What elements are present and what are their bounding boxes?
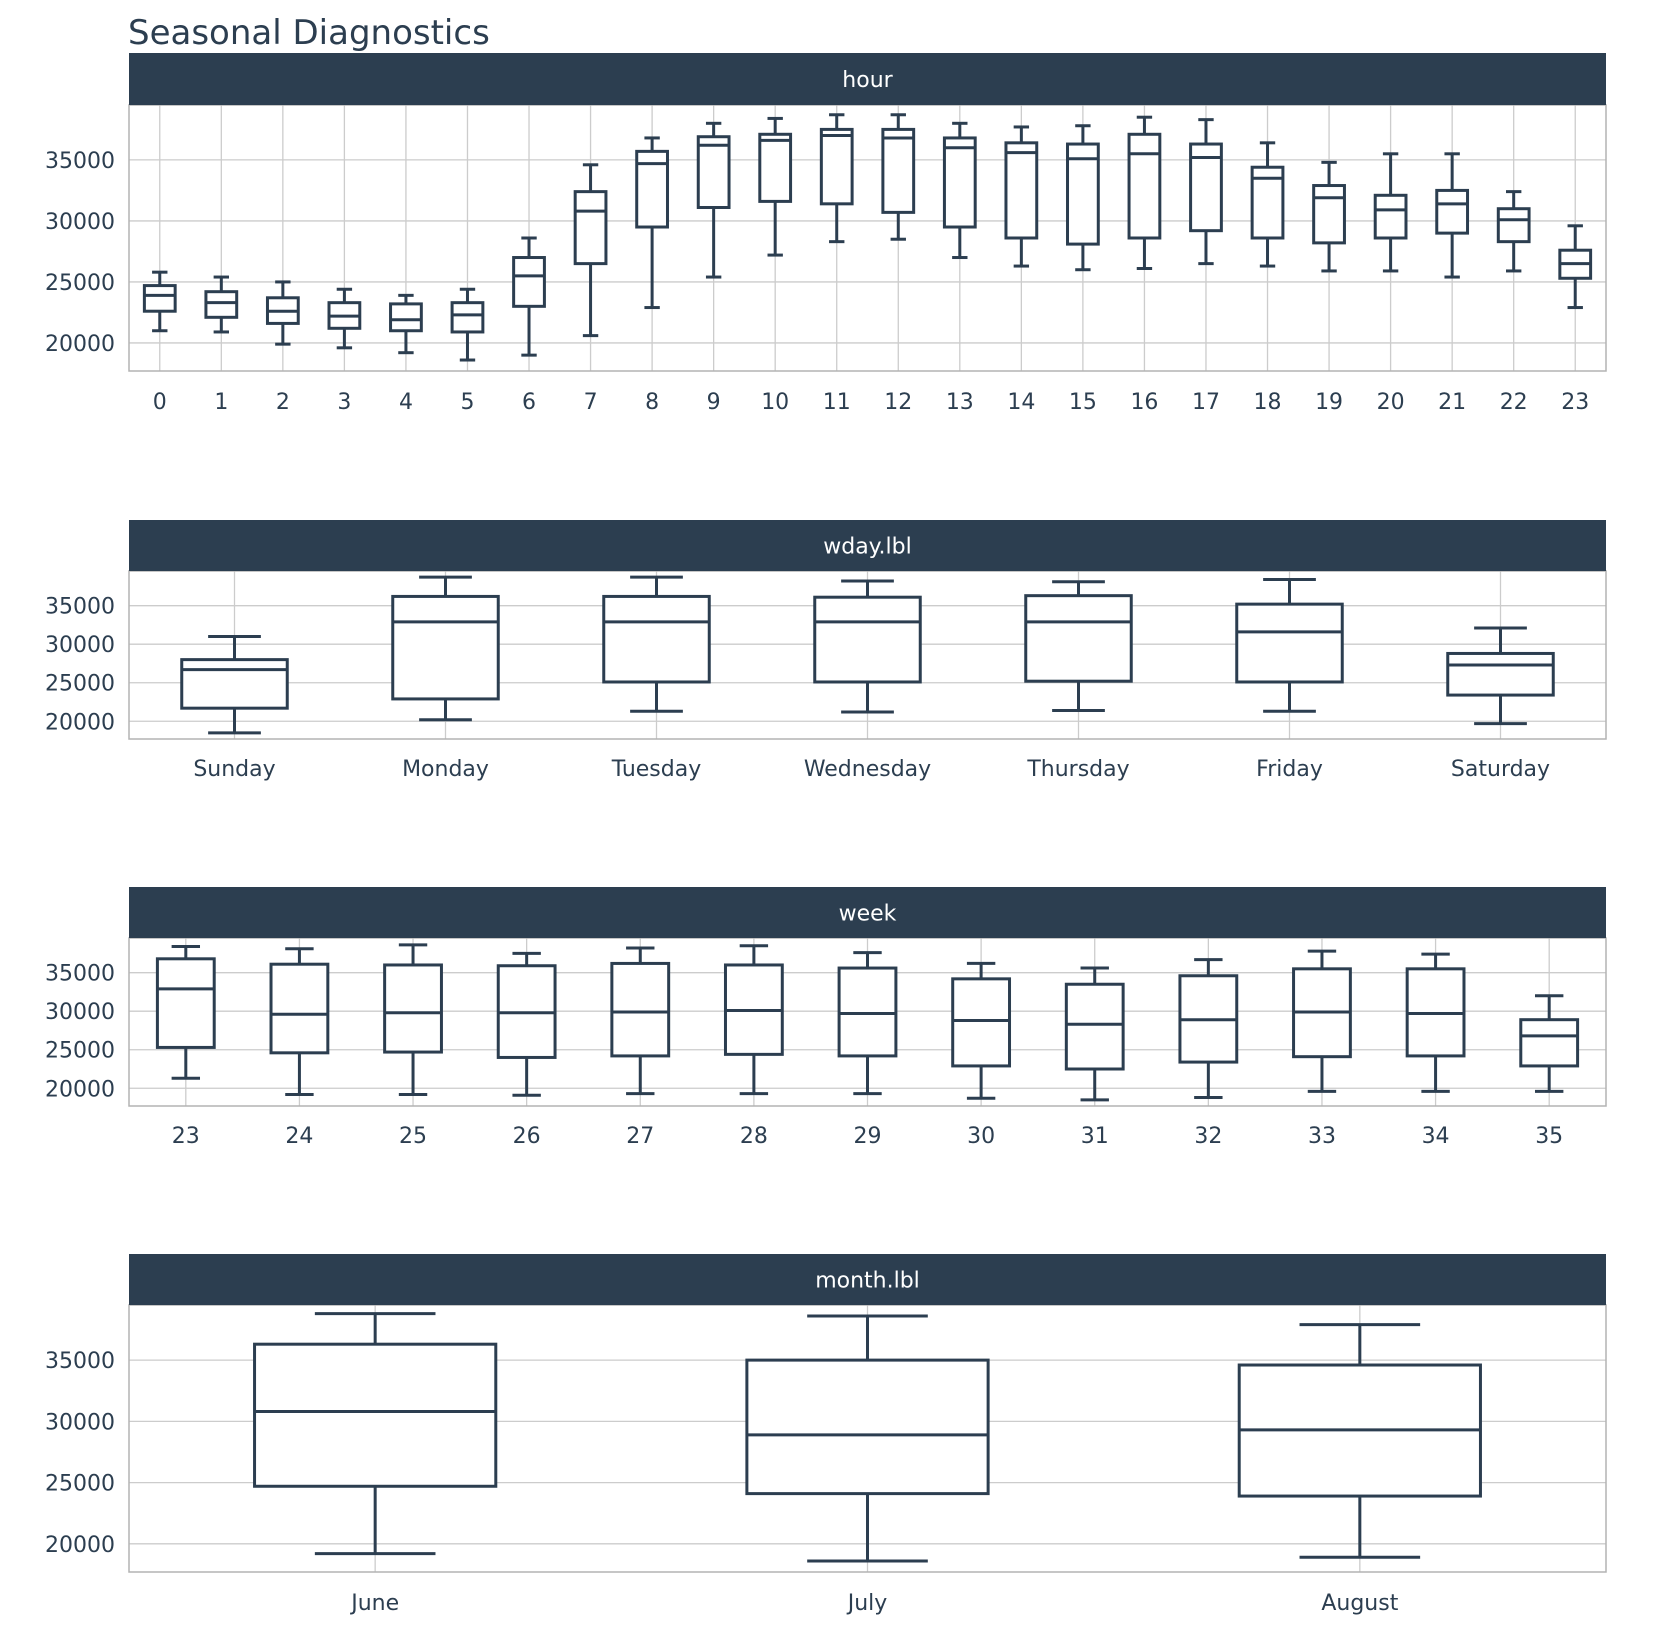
x-tick-label: 30	[967, 1124, 996, 1149]
box-iqr	[144, 286, 175, 312]
box-iqr	[514, 258, 545, 307]
box-iqr	[391, 304, 422, 331]
box-iqr	[255, 1344, 496, 1486]
box-iqr	[944, 138, 975, 227]
box-32	[1180, 960, 1237, 1098]
x-tick-label: 29	[853, 1124, 882, 1149]
x-tick-label: 1	[214, 390, 229, 415]
x-tick-label: June	[351, 1591, 400, 1616]
box-Sunday	[182, 637, 288, 733]
facet-panel-wday-lbl	[45, 520, 1606, 782]
y-tick-label: 30000	[45, 633, 115, 659]
y-tick-label: 20000	[45, 1077, 115, 1103]
y-tick-label: 30000	[45, 209, 115, 235]
x-tick-label: 3	[337, 390, 352, 415]
box-23	[157, 946, 214, 1078]
y-tick-label: 25000	[45, 1038, 115, 1064]
box-16	[1129, 117, 1160, 268]
box-25	[385, 945, 442, 1095]
box-iqr	[1129, 134, 1160, 238]
box-iqr	[393, 596, 499, 698]
x-tick-label: 22	[1499, 390, 1528, 415]
box-31	[1066, 968, 1123, 1100]
y-tick-label: 25000	[45, 270, 115, 296]
facet-panel-hour	[45, 53, 1606, 415]
box-iqr	[157, 959, 214, 1048]
box-26	[498, 953, 555, 1095]
box-30	[953, 963, 1010, 1098]
y-tick-label: 25000	[45, 1471, 115, 1497]
x-tick-label: 7	[583, 390, 598, 415]
facet-strip-label: month.lbl	[815, 1268, 920, 1294]
box-4	[391, 295, 422, 352]
page-title: Seasonal Diagnostics	[128, 13, 490, 53]
box-19	[1314, 162, 1345, 271]
y-tick-label: 30000	[45, 1410, 115, 1436]
box-5	[452, 289, 483, 360]
x-tick-label: 5	[460, 390, 475, 415]
box-iqr	[1237, 604, 1343, 682]
box-iqr	[1066, 984, 1123, 1069]
x-tick-label: 12	[884, 390, 913, 415]
box-0	[144, 272, 175, 331]
x-tick-label: 31	[1080, 1124, 1109, 1149]
box-6	[514, 238, 545, 355]
box-iqr	[815, 597, 921, 682]
box-7	[575, 165, 606, 336]
x-tick-label: 15	[1068, 390, 1097, 415]
x-tick-label: Sunday	[193, 757, 276, 782]
box-Saturday	[1448, 628, 1554, 724]
box-June	[255, 1314, 496, 1554]
x-tick-label: 13	[945, 390, 974, 415]
y-tick-label: 25000	[45, 671, 115, 697]
x-tick-label: 26	[512, 1124, 541, 1149]
x-tick-label: 2	[275, 390, 290, 415]
box-2	[267, 282, 298, 344]
box-iqr	[604, 596, 710, 682]
x-tick-label: Saturday	[1450, 757, 1551, 782]
x-tick-label: Wednesday	[803, 757, 932, 782]
y-tick-label: 30000	[45, 1000, 115, 1026]
facet-panel-week	[45, 887, 1606, 1149]
box-iqr	[698, 137, 729, 208]
box-iqr	[612, 963, 669, 1055]
x-tick-label: 24	[285, 1124, 314, 1149]
y-tick-label: 35000	[45, 594, 115, 620]
x-tick-label: 17	[1191, 390, 1220, 415]
x-tick-label: 21	[1438, 390, 1467, 415]
box-Tuesday	[604, 577, 710, 711]
x-tick-label: Thursday	[1027, 757, 1130, 782]
box-iqr	[1375, 195, 1406, 238]
box-iqr	[747, 1360, 988, 1494]
box-iqr	[1498, 209, 1529, 242]
y-tick-label: 35000	[45, 1349, 115, 1375]
box-15	[1068, 126, 1099, 270]
box-Wednesday	[815, 581, 921, 712]
y-tick-label: 35000	[45, 148, 115, 174]
x-tick-label: 10	[761, 390, 790, 415]
x-tick-label: 14	[1007, 390, 1036, 415]
x-tick-label: 23	[171, 1124, 200, 1149]
x-tick-label: 11	[822, 390, 851, 415]
x-tick-label: 33	[1307, 1124, 1336, 1149]
box-iqr	[839, 968, 896, 1056]
box-18	[1252, 143, 1283, 266]
x-tick-label: 18	[1253, 390, 1282, 415]
y-tick-label: 20000	[45, 331, 115, 357]
box-1	[206, 277, 237, 332]
x-tick-label: 8	[645, 390, 660, 415]
x-tick-label: August	[1321, 1591, 1399, 1616]
x-tick-label: 23	[1561, 390, 1590, 415]
box-iqr	[271, 964, 328, 1053]
x-tick-label: 20	[1376, 390, 1405, 415]
box-33	[1294, 951, 1351, 1091]
x-tick-label: July	[847, 1591, 888, 1616]
x-tick-label: 28	[739, 1124, 768, 1149]
x-tick-label: 0	[152, 390, 167, 415]
box-Thursday	[1026, 582, 1132, 711]
box-10	[760, 118, 791, 255]
box-22	[1498, 192, 1529, 271]
box-iqr	[1448, 653, 1554, 695]
box-24	[271, 949, 328, 1095]
x-tick-label: Tuesday	[611, 757, 702, 782]
box-iqr	[452, 303, 483, 332]
box-iqr	[821, 129, 852, 203]
box-iqr	[1437, 190, 1468, 233]
box-July	[747, 1316, 988, 1561]
y-tick-label: 35000	[45, 961, 115, 987]
box-iqr	[1521, 1020, 1578, 1066]
box-iqr	[182, 660, 288, 709]
x-tick-label: 34	[1421, 1124, 1450, 1149]
box-21	[1437, 154, 1468, 277]
box-20	[1375, 154, 1406, 271]
facet-strip-label: wday.lbl	[823, 534, 912, 560]
y-tick-label: 20000	[45, 710, 115, 736]
facet-strip-label: week	[838, 901, 897, 927]
box-13	[944, 123, 975, 257]
x-tick-label: 32	[1194, 1124, 1223, 1149]
box-iqr	[760, 134, 791, 201]
box-iqr	[206, 292, 237, 318]
box-iqr	[1026, 596, 1132, 682]
facet-strip-label: hour	[842, 68, 893, 93]
box-17	[1191, 120, 1222, 264]
x-tick-label: Monday	[402, 757, 489, 782]
y-tick-label: 20000	[45, 1532, 115, 1558]
x-tick-label: 6	[522, 390, 537, 415]
box-9	[698, 123, 729, 277]
box-11	[821, 115, 852, 242]
box-iqr	[1006, 143, 1037, 238]
box-14	[1006, 127, 1037, 266]
box-iqr	[883, 129, 914, 212]
box-34	[1407, 954, 1464, 1091]
box-27	[612, 948, 669, 1094]
x-tick-label: Friday	[1256, 757, 1323, 782]
x-tick-label: 16	[1130, 390, 1159, 415]
box-iqr	[953, 979, 1010, 1066]
x-tick-label: 4	[398, 390, 413, 415]
box-23	[1560, 226, 1591, 308]
box-Monday	[393, 577, 499, 720]
box-29	[839, 953, 896, 1094]
box-28	[725, 946, 782, 1094]
box-3	[329, 289, 360, 348]
facet-panel-month-lbl	[45, 1254, 1606, 1616]
x-tick-label: 19	[1315, 390, 1344, 415]
box-35	[1521, 996, 1578, 1092]
x-tick-label: 27	[626, 1124, 655, 1149]
x-tick-label: 25	[399, 1124, 428, 1149]
box-Friday	[1237, 579, 1343, 711]
box-iqr	[1314, 186, 1345, 243]
x-tick-label: 9	[706, 390, 721, 415]
box-iqr	[575, 192, 606, 264]
x-tick-label: 35	[1535, 1124, 1564, 1149]
box-iqr	[385, 965, 442, 1052]
